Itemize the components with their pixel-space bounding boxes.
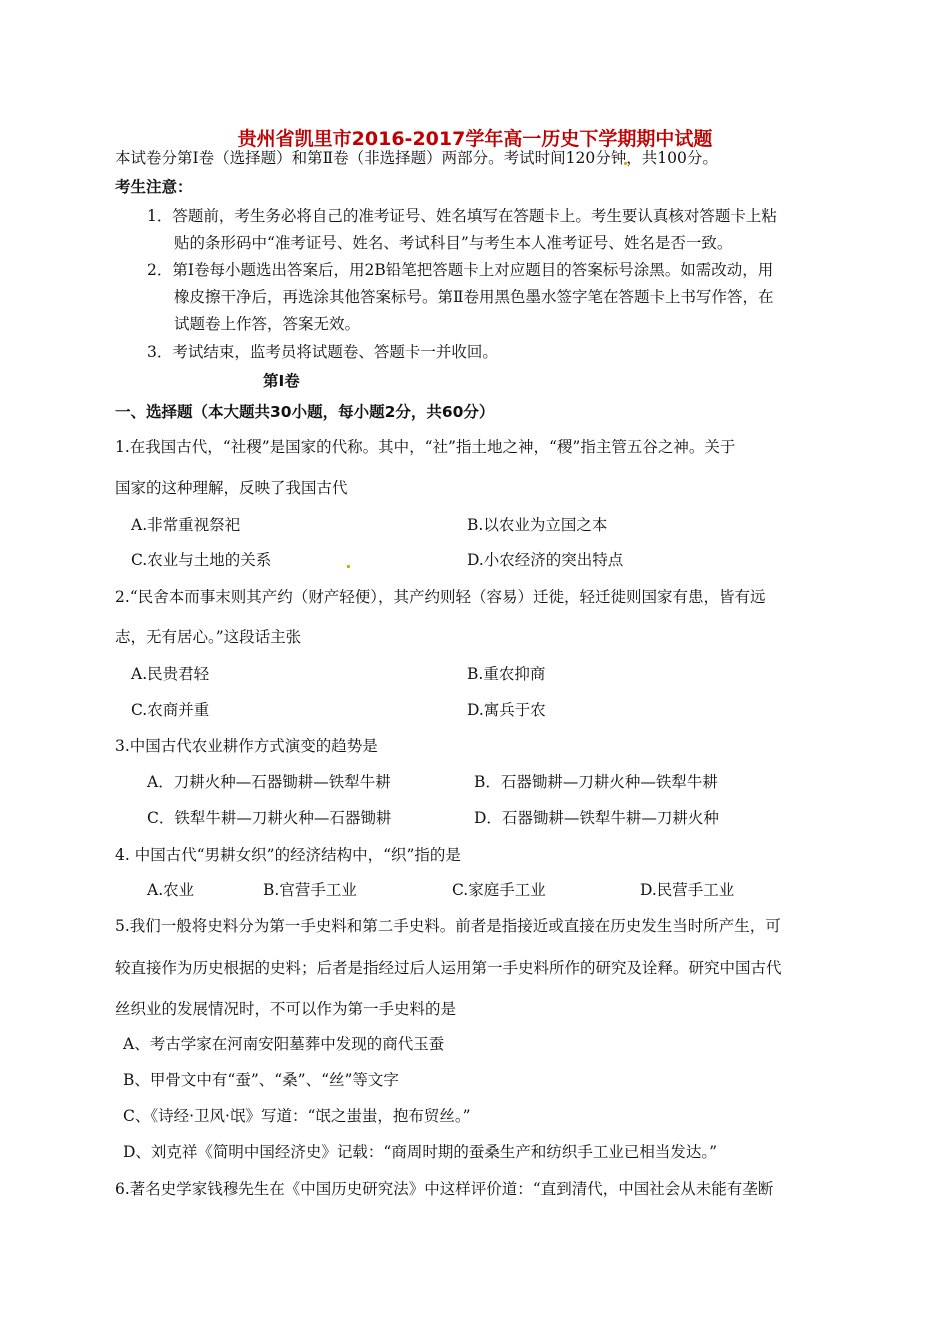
question-stem: 3.中国古代农业耕作方式演变的趋势是	[115, 737, 378, 755]
option-b: B.以农业为立国之本	[467, 516, 608, 534]
option-b: B.官营手工业	[263, 881, 357, 899]
option-c: C.农商并重	[131, 701, 210, 719]
notice-line: 2．第Ⅰ卷每小题选出答案后，用2B铅笔把答题卡上对应题目的答案标号涂黑。如需改动，用	[147, 261, 774, 279]
stray-mark	[347, 565, 350, 568]
notice-heading: 考生注意：	[115, 178, 193, 196]
option-d: D．石器锄耕—铁犁牛耕—刀耕火种	[474, 809, 719, 827]
intro-text: 本试卷分第Ⅰ卷（选择题）和第Ⅱ卷（非选择题）两部分。考试时间120分钟，共100分。	[115, 149, 718, 167]
option-b: B.重农抑商	[467, 665, 546, 683]
question-stem: 1.在我国古代，“社稷”是国家的代称。其中，“社”指土地之神，“稷”指主管五谷之神。关于	[115, 438, 736, 456]
notice-line: 橡皮擦干净后，再选涂其他答案标号。第Ⅱ卷用黑色墨水签字笔在答题卡上书写作答，在	[174, 288, 774, 306]
option-d: D.民营手工业	[640, 881, 735, 899]
option-a: A.民贵君轻	[131, 665, 210, 683]
notice-line: 试题卷上作答，答案无效。	[174, 315, 361, 333]
question-stem: 5.我们一般将史料分为第一手史料和第二手史料。前者是指接近或直接在历史发生当时所产生，可	[115, 917, 781, 935]
option-c: C.家庭手工业	[452, 881, 546, 899]
option-b: B、甲骨文中有“蚕”、“桑”、“丝”等文字	[123, 1071, 399, 1089]
question-stem: 丝织业的发展情况时，不可以作为第一手史料的是	[115, 1000, 457, 1018]
option-d: D.寓兵于农	[467, 701, 546, 719]
option-a: A.农业	[147, 881, 195, 899]
option-a: A．刀耕火种—石器锄耕—铁犁牛耕	[147, 773, 391, 791]
section-title: 一、选择题（本大题共30小题，每小题2分，共60分）	[115, 403, 495, 421]
option-b: B．石器锄耕—刀耕火种—铁犁牛耕	[474, 773, 718, 791]
option-c: C.农业与土地的关系	[131, 551, 272, 569]
question-stem: 6.著名史学家钱穆先生在《中国历史研究法》中这样评价道：“直到清代，中国社会从未能有垄断	[115, 1180, 774, 1198]
notice-line: 贴的条形码中“准考证号、姓名、考试科目”与考生本人准考证号、姓名是否一致。	[174, 234, 733, 252]
question-stem: 4. 中国古代“男耕女织”的经济结构中，“织”指的是	[115, 846, 461, 864]
question-stem: 志，无有居心。”这段话主张	[115, 628, 302, 646]
option-a: A、考古学家在河南安阳墓葬中发现的商代玉蚕	[123, 1035, 445, 1053]
notice-line: 1．答题前，考生务必将自己的准考证号、姓名填写在答题卡上。考生要认真核对答题卡上粘	[147, 207, 777, 225]
option-a: A.非常重视祭祀	[131, 516, 241, 534]
question-stem: 较直接作为历史根据的史料；后者是指经过后人运用第一手史料所作的研究及诠释。研究中国古代	[115, 959, 782, 977]
question-stem: 2.“民舍本而事末则其产约（财产轻便），其产约则轻（容易）迁徙，轻迁徙则国家有患，皆有远	[115, 588, 766, 606]
page-title: 贵州省凯里市2016-2017学年高一历史下学期期中试题	[237, 128, 713, 150]
option-d: D.小农经济的突出特点	[467, 551, 624, 569]
option-d: D、刘克祥《简明中国经济史》记载：“商周时期的蚕桑生产和纺织手工业已相当发达。”	[123, 1143, 718, 1161]
question-stem: 国家的这种理解，反映了我国古代	[115, 479, 348, 497]
part-title: 第Ⅰ卷	[263, 372, 300, 390]
notice-line: 3．考试结束，监考员将试题卷、答题卡一并收回。	[147, 343, 498, 361]
option-c: C．铁犁牛耕—刀耕火种—石器锄耕	[147, 809, 392, 827]
option-c: C、《诗经·卫风·氓》写道：“氓之蚩蚩，抱布贸丝。”	[123, 1107, 471, 1125]
